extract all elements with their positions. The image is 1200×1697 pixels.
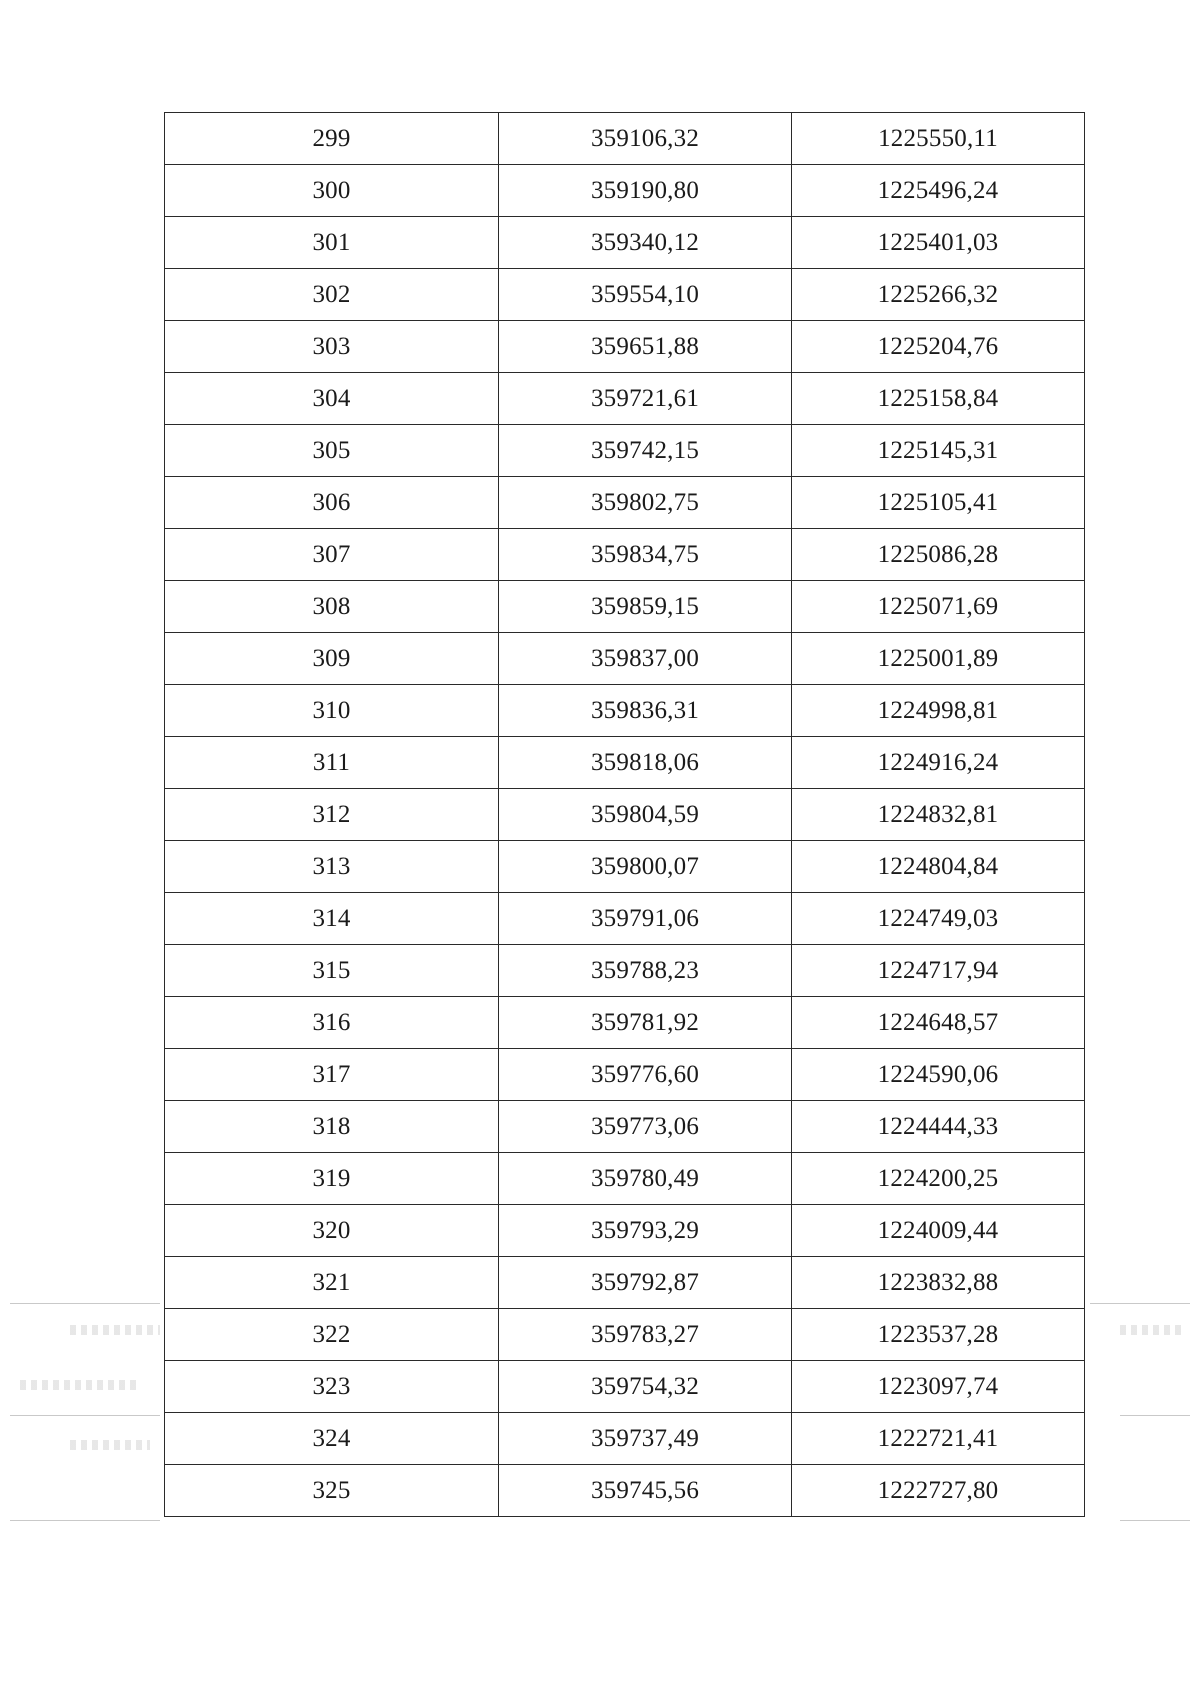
coordinate-y-cell: 1225401,03 — [792, 217, 1085, 269]
coordinate-x-cell: 359721,61 — [499, 373, 792, 425]
coordinate-y-cell: 1224648,57 — [792, 997, 1085, 1049]
scan-artifact-line — [10, 1415, 160, 1416]
table-row — [165, 633, 1085, 685]
table-row — [165, 893, 1085, 945]
coordinate-x-cell: 359800,07 — [499, 841, 792, 893]
coordinate-x-cell: 359742,15 — [499, 425, 792, 477]
point-number-cell: 300 — [165, 165, 499, 217]
table-row — [165, 841, 1085, 893]
coordinate-y-cell: 1222721,41 — [792, 1413, 1085, 1465]
coordinate-x-cell: 359754,32 — [499, 1361, 792, 1413]
point-number-cell: 311 — [165, 737, 499, 789]
coordinate-x-cell: 359859,15 — [499, 581, 792, 633]
coordinate-y-cell: 1225266,32 — [792, 269, 1085, 321]
coordinate-y-cell: 1224998,81 — [792, 685, 1085, 737]
coordinate-y-cell: 1225496,24 — [792, 165, 1085, 217]
table-row — [165, 685, 1085, 737]
point-number-cell: 301 — [165, 217, 499, 269]
table-row — [165, 1153, 1085, 1205]
coordinate-y-cell: 1225158,84 — [792, 373, 1085, 425]
point-number-cell: 309 — [165, 633, 499, 685]
coordinate-x-cell: 359651,88 — [499, 321, 792, 373]
coordinate-x-cell: 359834,75 — [499, 529, 792, 581]
point-number-cell: 322 — [165, 1309, 499, 1361]
scan-artifact-line — [1120, 1415, 1190, 1416]
table-row — [165, 529, 1085, 581]
scan-artifact-line — [10, 1303, 160, 1304]
coordinate-y-cell: 1225071,69 — [792, 581, 1085, 633]
coordinate-x-cell: 359788,23 — [499, 945, 792, 997]
scan-artifact-line — [10, 1520, 160, 1521]
table-row — [165, 1413, 1085, 1465]
scan-artifact-line — [1090, 1303, 1190, 1304]
coordinate-x-cell: 359780,49 — [499, 1153, 792, 1205]
coordinate-x-cell: 359791,06 — [499, 893, 792, 945]
coordinate-y-cell: 1225086,28 — [792, 529, 1085, 581]
coordinate-y-cell: 1224832,81 — [792, 789, 1085, 841]
point-number-cell: 313 — [165, 841, 499, 893]
coordinate-y-cell: 1224916,24 — [792, 737, 1085, 789]
scan-artifact-smudge — [20, 1380, 140, 1390]
coordinate-x-cell: 359773,06 — [499, 1101, 792, 1153]
coordinate-x-cell: 359554,10 — [499, 269, 792, 321]
coordinate-y-cell: 1224444,33 — [792, 1101, 1085, 1153]
table-row — [165, 1309, 1085, 1361]
point-number-cell: 319 — [165, 1153, 499, 1205]
point-number-cell: 325 — [165, 1465, 499, 1517]
point-number-cell: 317 — [165, 1049, 499, 1101]
point-number-cell: 302 — [165, 269, 499, 321]
coordinate-y-cell: 1225001,89 — [792, 633, 1085, 685]
table-row — [165, 477, 1085, 529]
table-row — [165, 1465, 1085, 1517]
coordinate-x-cell: 359837,00 — [499, 633, 792, 685]
scan-artifact-smudge — [1120, 1325, 1185, 1335]
point-number-cell: 320 — [165, 1205, 499, 1257]
table-row — [165, 1205, 1085, 1257]
table-row — [165, 737, 1085, 789]
coordinate-y-cell: 1224749,03 — [792, 893, 1085, 945]
coordinate-y-cell: 1224804,84 — [792, 841, 1085, 893]
table-row — [165, 1257, 1085, 1309]
coordinate-x-cell: 359802,75 — [499, 477, 792, 529]
point-number-cell: 299 — [165, 113, 499, 165]
coordinate-y-cell: 1224590,06 — [792, 1049, 1085, 1101]
point-number-cell: 318 — [165, 1101, 499, 1153]
table-row — [165, 1049, 1085, 1101]
table-row — [165, 373, 1085, 425]
table-row — [165, 1101, 1085, 1153]
coordinate-x-cell: 359804,59 — [499, 789, 792, 841]
point-number-cell: 306 — [165, 477, 499, 529]
coordinate-x-cell: 359190,80 — [499, 165, 792, 217]
coordinate-x-cell: 359776,60 — [499, 1049, 792, 1101]
coordinate-x-cell: 359340,12 — [499, 217, 792, 269]
scan-artifact-line — [1120, 1520, 1190, 1521]
table-row — [165, 321, 1085, 373]
coordinate-x-cell: 359793,29 — [499, 1205, 792, 1257]
table-row — [165, 113, 1085, 165]
point-number-cell: 316 — [165, 997, 499, 1049]
coordinate-y-cell: 1224009,44 — [792, 1205, 1085, 1257]
point-number-cell: 312 — [165, 789, 499, 841]
coordinate-x-cell: 359836,31 — [499, 685, 792, 737]
coordinate-y-cell: 1225145,31 — [792, 425, 1085, 477]
table-row — [165, 997, 1085, 1049]
coordinates-table — [164, 112, 1085, 1517]
table-row — [165, 165, 1085, 217]
coordinate-x-cell: 359737,49 — [499, 1413, 792, 1465]
coordinate-x-cell: 359781,92 — [499, 997, 792, 1049]
point-number-cell: 323 — [165, 1361, 499, 1413]
coordinate-x-cell: 359818,06 — [499, 737, 792, 789]
point-number-cell: 315 — [165, 945, 499, 997]
point-number-cell: 308 — [165, 581, 499, 633]
point-number-cell: 321 — [165, 1257, 499, 1309]
table-row — [165, 425, 1085, 477]
table-row — [165, 789, 1085, 841]
point-number-cell: 304 — [165, 373, 499, 425]
coordinate-y-cell: 1225105,41 — [792, 477, 1085, 529]
table-row — [165, 269, 1085, 321]
table-row — [165, 1361, 1085, 1413]
scan-artifact-smudge — [70, 1440, 150, 1450]
scan-artifact-smudge — [70, 1325, 160, 1335]
coordinate-y-cell: 1223832,88 — [792, 1257, 1085, 1309]
coordinate-y-cell: 1223537,28 — [792, 1309, 1085, 1361]
coordinate-y-cell: 1225204,76 — [792, 321, 1085, 373]
coordinate-x-cell: 359745,56 — [499, 1465, 792, 1517]
coordinates-table-body — [165, 113, 1085, 1517]
point-number-cell: 305 — [165, 425, 499, 477]
coordinate-y-cell: 1224717,94 — [792, 945, 1085, 997]
point-number-cell: 310 — [165, 685, 499, 737]
point-number-cell: 307 — [165, 529, 499, 581]
point-number-cell: 324 — [165, 1413, 499, 1465]
point-number-cell: 303 — [165, 321, 499, 373]
coordinate-y-cell: 1223097,74 — [792, 1361, 1085, 1413]
coordinate-x-cell: 359792,87 — [499, 1257, 792, 1309]
coordinate-x-cell: 359783,27 — [499, 1309, 792, 1361]
coordinate-y-cell: 1225550,11 — [792, 113, 1085, 165]
coordinate-y-cell: 1224200,25 — [792, 1153, 1085, 1205]
table-row — [165, 217, 1085, 269]
coordinate-y-cell: 1222727,80 — [792, 1465, 1085, 1517]
table-row — [165, 945, 1085, 997]
table-row — [165, 581, 1085, 633]
point-number-cell: 314 — [165, 893, 499, 945]
coordinate-x-cell: 359106,32 — [499, 113, 792, 165]
